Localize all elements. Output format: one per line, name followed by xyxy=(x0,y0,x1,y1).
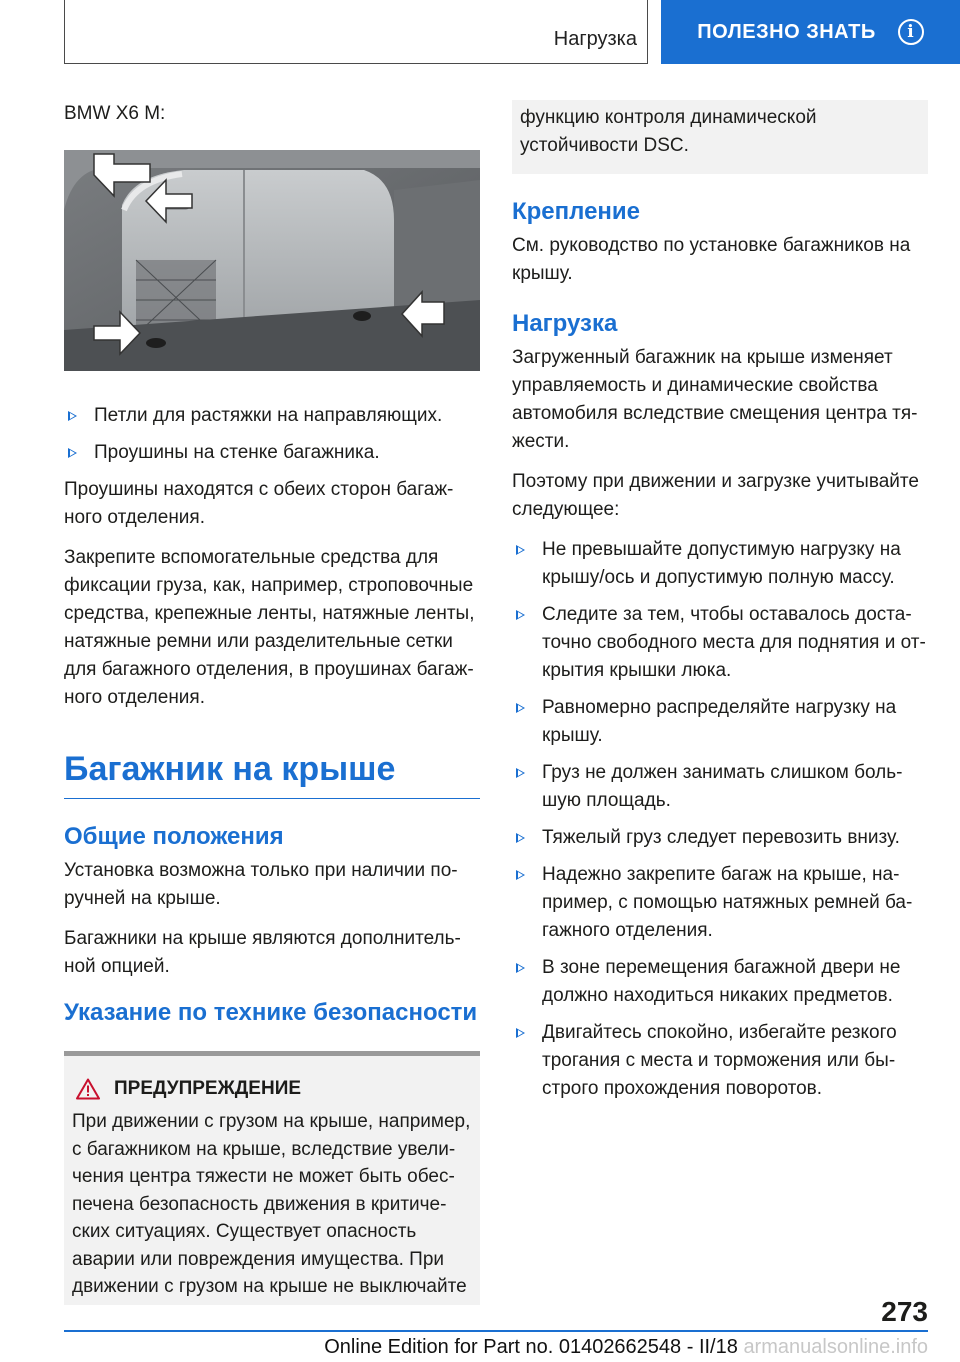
list-item: Равномерно распределяйте нагрузку на крышу. xyxy=(512,694,928,750)
bullet-triangle-icon xyxy=(68,448,77,458)
bullet-triangle-icon xyxy=(516,545,525,555)
list-item: В зоне перемещения багажной двери не должно находиться никаких предметов. xyxy=(512,954,928,1010)
bullet-triangle-icon xyxy=(516,1028,525,1038)
warning-continued-box xyxy=(512,100,928,174)
list-item: Двигайтесь спокойно, избегайте резкого трогания с места и торможения или быстрого прохождения поворотов. xyxy=(512,1019,928,1103)
list-item: Проушины на стенке багажника. xyxy=(64,439,480,467)
general-heading: Общие положения xyxy=(64,823,284,850)
warning-box xyxy=(64,1051,480,1305)
bullet-triangle-icon xyxy=(516,768,525,778)
page-number: 273 xyxy=(881,1296,928,1327)
bullet-triangle-icon xyxy=(516,833,525,843)
warning-continued-text: функцию контроля динамической устойчивости DSC. xyxy=(520,107,817,156)
info-icon: i xyxy=(898,19,924,45)
mounting-heading: Крепление xyxy=(512,198,641,225)
left-bullet-list xyxy=(64,402,480,467)
right-bullet-list xyxy=(512,536,928,1103)
bullet-triangle-icon xyxy=(516,870,525,880)
paragraph: См. руководство по установке багажников на крышу. xyxy=(512,235,911,284)
bullet-triangle-icon xyxy=(516,963,525,973)
paragraph: Закрепите вспомогательные средства для фиксации груза, как, например, строповочные средства, крепежные ленты, натяжные ленты, натяжные ремни или разделительные сетки для багажного отделения, в проушинах багажного отделения. xyxy=(64,547,475,708)
list-item: Петли для растяжки на направляющих. xyxy=(64,402,480,430)
bullet-triangle-icon xyxy=(516,610,525,620)
right-column xyxy=(512,100,928,1112)
paragraph: Проушины находятся с обеих сторон багажного отделения. xyxy=(64,479,454,528)
paragraph: Загруженный багажник на крыше изменяет управляемость и динамические свойства автомобиля вследствие смещения центра тяжести. xyxy=(512,347,918,452)
footer-edition xyxy=(0,1336,928,1359)
list-item: Тяжелый груз следует перевозить внизу. xyxy=(512,824,928,852)
chapter-title: Багажник на крыше xyxy=(64,748,480,799)
section-title: Нагрузка xyxy=(553,28,637,50)
paragraph: Установка возможна только при наличии поручней на крыше. xyxy=(64,860,458,909)
list-item: Надежно закрепите багаж на крыше, например, с помощью натяжных ремней багажного отделения. xyxy=(512,861,928,945)
bullet-triangle-icon xyxy=(516,703,525,713)
warning-text: При движении с грузом на крыше, например, с багажником на крыше, вследствие увеличения центра тяжести не может быть обеспечена безопасность движения в критических ситуациях. Существует опасность аварии или повреждения имущества. При движении с грузом на крыше не выключайте xyxy=(72,1111,471,1297)
model-caption: BMW X6 M: xyxy=(64,103,166,124)
list-item: Следите за тем, чтобы оставалось достаточно свободного места для поднятия и открытия крышки люка. xyxy=(512,601,928,685)
footer-rule xyxy=(64,1330,928,1332)
trunk-photo xyxy=(64,150,480,371)
header-frame xyxy=(64,0,648,64)
warning-triangle-icon xyxy=(76,1078,100,1100)
brand-watermark[interactable]: armanualsonline.info xyxy=(743,1336,928,1358)
tab-label: ПОЛЕЗНО ЗНАТЬ xyxy=(697,20,876,43)
safety-heading: Указание по технике безопасности xyxy=(64,999,478,1026)
list-item: Груз не должен занимать слишком большую площадь. xyxy=(512,759,928,815)
warning-title: ПРЕДУПРЕЖДЕНИЕ xyxy=(114,1078,302,1099)
paragraph: Багажники на крыше являются дополнительной опцией. xyxy=(64,928,461,977)
paragraph: Поэтому при движении и загрузке учитывайте следующее: xyxy=(512,471,919,520)
list-item: Не превышайте допустимую нагрузку на крышу/ось и допустимую полную массу. xyxy=(512,536,928,592)
tab-useful-info[interactable] xyxy=(661,0,960,64)
load-heading: Нагрузка xyxy=(512,310,618,337)
bullet-triangle-icon xyxy=(68,411,77,421)
left-column xyxy=(64,100,480,1305)
edition-text: Online Edition for Part no. 01402662548 - II/18 xyxy=(324,1336,738,1358)
